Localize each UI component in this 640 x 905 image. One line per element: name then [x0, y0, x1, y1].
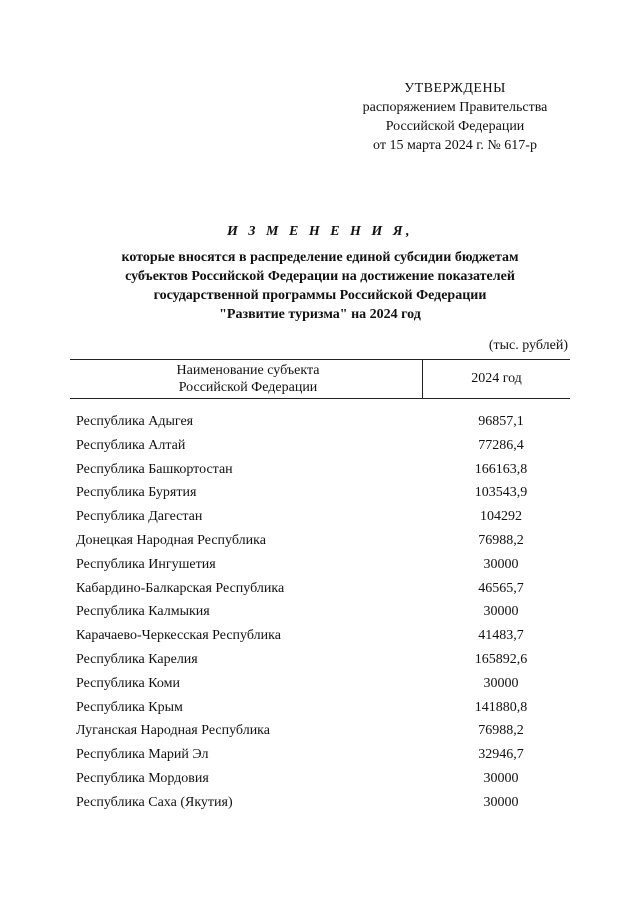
table-row: [76, 483, 570, 507]
table-row: [76, 412, 570, 436]
subsidy-value: 166163,8: [474, 461, 528, 477]
document-subtitle-line-4: "Развитие туризма" на 2024 год: [219, 307, 421, 322]
subsidy-value: 32946,7: [478, 747, 524, 763]
subsidy-value: 30000: [483, 556, 519, 572]
table-row: [76, 721, 570, 745]
region-name: Республика Коми: [76, 675, 180, 691]
approval-line-2: Российской Федерации: [385, 119, 525, 134]
subsidy-value: 76988,2: [478, 723, 524, 739]
region-name: Карачаево-Черкесская Республика: [76, 628, 281, 644]
table-row: [76, 793, 570, 817]
table-row: [76, 626, 570, 650]
unit-label: (тыс. рублей): [488, 338, 568, 353]
region-name: Республика Бурятия: [76, 485, 197, 501]
approval-line-3: от 15 марта 2024 г. № 617-р: [373, 138, 537, 153]
region-name: Луганская Народная Республика: [76, 723, 270, 739]
region-name: Республика Калмыкия: [76, 604, 210, 620]
column-header-region-line-2: Российской Федерации: [178, 380, 318, 395]
subsidy-value: 46565,7: [478, 580, 524, 596]
region-name: Республика Ингушетия: [76, 556, 216, 572]
document-subtitle-line-1: которые вносятся в распределение единой субсидии бюджетам: [121, 250, 519, 265]
table-row: [76, 436, 570, 460]
region-name: Кабардино-Балкарская Республика: [76, 580, 285, 596]
table-header: [70, 359, 570, 399]
subsidy-value: 96857,1: [478, 414, 524, 429]
table-row: [76, 698, 570, 722]
table-body: [76, 412, 570, 817]
approval-line-1: распоряжением Правительства: [362, 100, 548, 115]
region-name: Республика Крым: [76, 699, 183, 715]
region-name: Республика Алтай: [76, 437, 186, 453]
subsidy-value: 30000: [483, 794, 519, 810]
column-header-year: 2024 год: [471, 371, 522, 386]
table-row: [76, 602, 570, 626]
subsidy-value: 104292: [480, 509, 522, 525]
subsidy-value: 30000: [483, 604, 519, 620]
table-row: [76, 650, 570, 674]
document-subtitle-line-3: государственной программы Российской Федерации: [153, 288, 487, 303]
subsidy-value: 103543,9: [474, 485, 528, 501]
region-name: Республика Саха (Якутия): [76, 794, 233, 810]
region-name: Республика Карелия: [76, 651, 198, 667]
approval-title: УТВЕРЖДЕНЫ: [404, 81, 506, 96]
subsidy-value: 141880,8: [474, 699, 528, 715]
column-header-region: [130, 362, 366, 396]
document-subtitle-line-2: субъектов Российской Федерации на достижение показателей: [125, 269, 515, 284]
subsidy-value: 30000: [483, 770, 519, 786]
region-name: Республика Марий Эл: [76, 747, 209, 763]
column-header-region-line-1: Наименование субъекта: [176, 363, 320, 378]
table-row: [76, 674, 570, 698]
subsidy-value: 165892,6: [474, 651, 528, 667]
subsidy-value: 30000: [483, 675, 519, 691]
table-row: [76, 507, 570, 531]
document-title: И З М Е Н Е Н И Я,: [227, 224, 413, 239]
subsidy-value: 77286,4: [478, 437, 524, 453]
table-row: [76, 745, 570, 769]
region-name: Республика Мордовия: [76, 770, 209, 786]
table-row: [76, 460, 570, 484]
table-row: [76, 555, 570, 579]
table-row: [76, 531, 570, 555]
table-row: [76, 769, 570, 793]
region-name: Республика Дагестан: [76, 509, 203, 525]
region-name: Республика Башкортостан: [76, 461, 233, 477]
subsidy-value: 76988,2: [478, 532, 524, 548]
subsidy-value: 41483,7: [478, 628, 524, 644]
table-row: [76, 579, 570, 603]
region-name: Донецкая Народная Республика: [76, 532, 266, 548]
region-name: Республика Адыгея: [76, 414, 194, 429]
